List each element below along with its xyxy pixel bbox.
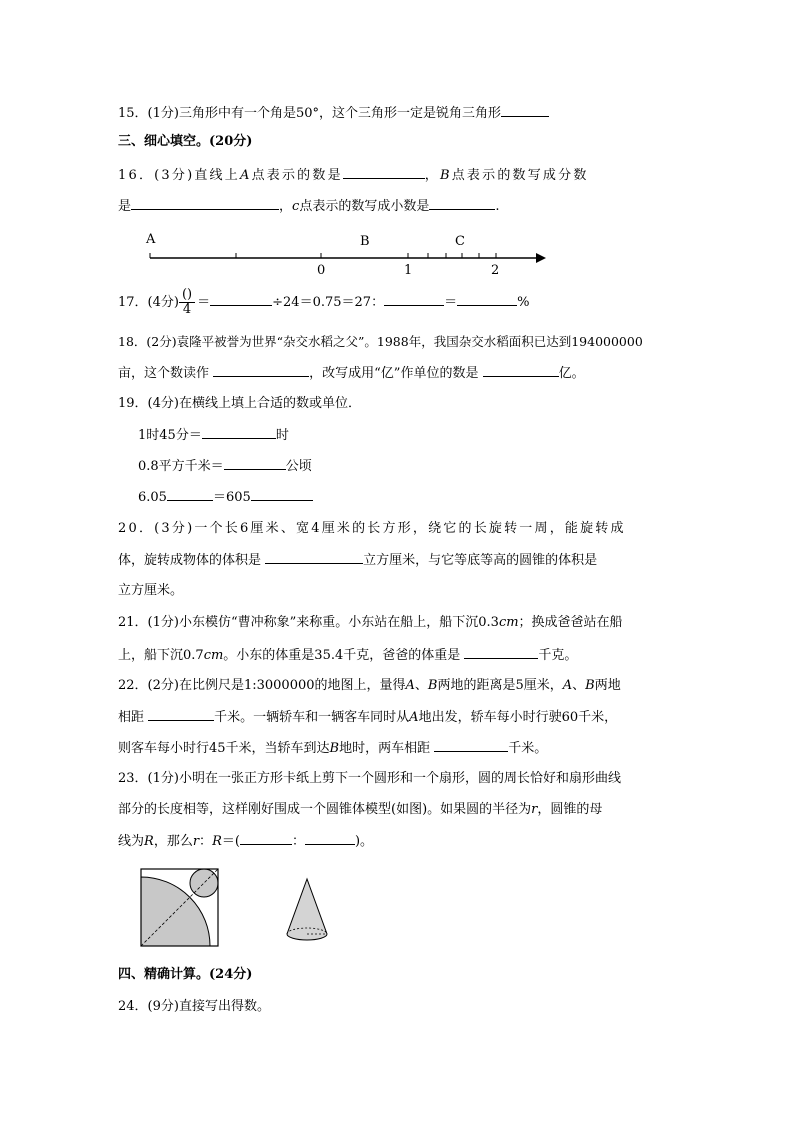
answer-blank[interactable] bbox=[464, 646, 538, 659]
question-22-line-1: 22．(2分)在比例尺是1:3000000的地图上，量得A、B两地的距离是5厘米，A、B两地 bbox=[118, 678, 621, 693]
question-19-row-3: 6.05 ＝605 bbox=[138, 488, 313, 507]
answer-blank[interactable] bbox=[224, 457, 286, 470]
question-21-line-1: 21．(1分)小东模仿“曹冲称象”来称重。小东站在船上，船下沉0.3cm；换成爸爸站在船 bbox=[118, 615, 623, 630]
answer-blank[interactable] bbox=[210, 293, 272, 306]
section-3-heading: 三、细心填空。(20分) bbox=[118, 134, 253, 149]
answer-blank[interactable] bbox=[429, 197, 495, 210]
answer-blank[interactable] bbox=[148, 708, 214, 721]
point-c-label: C bbox=[455, 234, 465, 249]
answer-blank[interactable] bbox=[384, 293, 444, 306]
question-19-heading: 19．(4分)在横线上填上合适的数或单位． bbox=[118, 396, 361, 411]
question-22-line-2: 相距 千米。一辆轿车和一辆客车同时从A地出发，轿车每小时行驶60千米， bbox=[118, 710, 618, 725]
question-18-line-2: 亩，这个数读作 ，改写成用“亿”作单位的数是 亿。 bbox=[118, 366, 585, 381]
point-b-label: B bbox=[360, 234, 370, 249]
answer-blank[interactable] bbox=[483, 364, 559, 377]
answer-blank[interactable] bbox=[501, 104, 549, 117]
fraction: $\frac{()}{4}$ bbox=[179, 288, 195, 317]
answer-blank[interactable] bbox=[434, 739, 508, 752]
point-a-label: A bbox=[146, 232, 156, 247]
question-19-row-1: 1时45分＝ 时 bbox=[138, 428, 289, 443]
arrow-head-icon bbox=[536, 253, 546, 263]
answer-blank[interactable] bbox=[265, 551, 363, 564]
answer-blank[interactable] bbox=[305, 832, 355, 845]
number-line-figure bbox=[130, 226, 560, 282]
question-20-line-2: 体，旋转成物体的体积是 立方厘米，与它等底等高的圆锥的体积是 bbox=[118, 553, 598, 568]
question-15 bbox=[118, 104, 549, 123]
question-23-line-1: 23．(1分)小明在一张正方形卡纸上剪下一个圆形和一个扇形，圆的周长恰好和扇形曲线 bbox=[118, 771, 621, 786]
section-4-heading: 四、精确计算。(24分) bbox=[118, 967, 253, 982]
answer-blank[interactable] bbox=[167, 488, 213, 501]
tick-label-1: 1 bbox=[404, 263, 413, 278]
question-23-line-2: 部分的长度相等，这样刚好围成一个圆锥体模型(如图)。如果圆的半径为r，圆锥的母 bbox=[118, 802, 603, 817]
tick-label-0: 0 bbox=[317, 263, 326, 278]
tick-label-2: 2 bbox=[491, 263, 500, 278]
answer-blank[interactable] bbox=[457, 293, 517, 306]
question-16-line-1: 16．(3分)直线上A点表示的数是 ，B点表示的数写成分数 bbox=[118, 168, 589, 183]
question-17: 17．(4分) $\frac{()}{4}$ ＝ ÷24＝0.75＝27： ＝ % bbox=[118, 287, 530, 317]
answer-blank[interactable] bbox=[213, 364, 309, 377]
question-20-line-3: 立方厘米。 bbox=[118, 583, 184, 598]
cone-body bbox=[287, 879, 327, 940]
question-24: 24．(9分)直接写出得数。 bbox=[118, 999, 270, 1014]
answer-blank[interactable] bbox=[131, 197, 279, 210]
question-15-text: 15．(1分)三角形中有一个角是50°，这个三角形一定是锐角三角形 bbox=[118, 106, 501, 121]
cone-figure bbox=[282, 876, 332, 948]
answer-blank[interactable] bbox=[251, 488, 313, 501]
answer-blank[interactable] bbox=[202, 426, 276, 439]
question-16-line-2: 是 ，c点表示的数写成小数是 . bbox=[118, 199, 500, 214]
answer-blank[interactable] bbox=[240, 832, 292, 845]
answer-blank[interactable] bbox=[343, 166, 425, 179]
question-18-line-1: 18．(2分)袁隆平被誉为世界“杂交水稻之父”。1988年，我国杂交水稻面积已达到194000000 bbox=[118, 334, 643, 349]
question-21-line-2: 上，船下沉0.7cm。小东的体重是35.4千克，爸爸的体重是 千克。 bbox=[118, 648, 578, 663]
question-19-row-2: 0.8平方千米＝ 公顷 bbox=[138, 459, 312, 474]
square-card-figure bbox=[138, 866, 224, 950]
question-20-line-1: 20．(3分)一个长6厘米、宽4厘米的长方形，绕它的长旋转一周，能旋转成 bbox=[118, 521, 626, 536]
question-23-line-3: 线为R，那么r：R＝( ： )。 bbox=[118, 834, 374, 849]
question-22-line-3: 则客车每小时行45千米，当轿车到达B地时，两车相距 千米。 bbox=[118, 741, 548, 756]
